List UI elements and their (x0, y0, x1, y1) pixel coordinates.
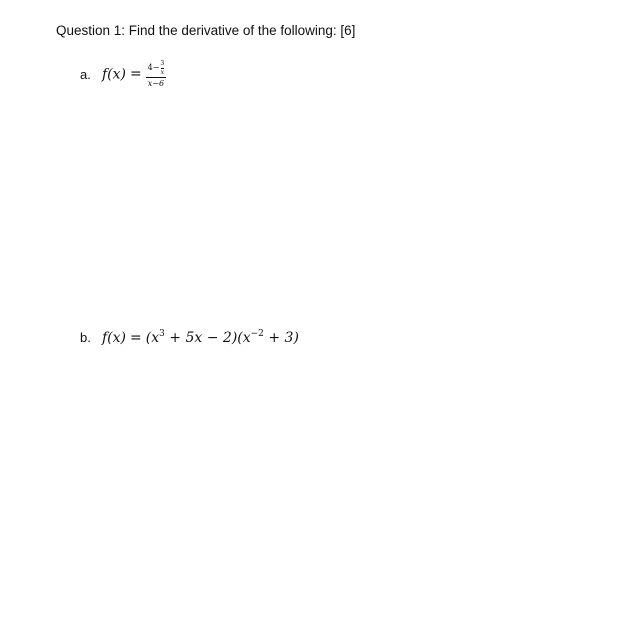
part-b-factor2-exponent: −2 (250, 328, 264, 339)
part-a-inner-numerator: 3 (160, 59, 165, 67)
part-b-lhs: f(x) (102, 329, 127, 346)
question-title: Question 1: Find the derivative of the following: [6] (56, 23, 356, 38)
part-a-numerator (147, 61, 166, 77)
part-a-inner-denominator: x (160, 68, 164, 76)
part-b-factor1-rest: + 5x − 2) (164, 329, 238, 346)
part-a-lhs: f(x) (102, 66, 127, 82)
part-a-denominator: x−6 (147, 78, 165, 88)
part-b-label: b. (80, 329, 91, 345)
part-a-fraction (146, 61, 166, 88)
part-a-equals: = (130, 66, 142, 82)
part-a-inner-fraction (160, 61, 164, 76)
part-b (80, 327, 299, 347)
part-a-label: a. (80, 66, 91, 82)
part-b-factor1-open: (x (145, 329, 160, 346)
part-b-factor2-open: (x (237, 329, 251, 346)
part-a-numerator-whole: 4 (147, 63, 153, 72)
part-b-equation (102, 329, 299, 346)
part-a (80, 55, 166, 93)
part-b-equals: = (130, 329, 142, 346)
part-a-numerator-minus: − (152, 63, 160, 72)
part-b-factor2-rest: + 3) (263, 329, 299, 346)
part-a-equation (102, 61, 166, 88)
part-b-factor1-exponent: 3 (159, 328, 165, 339)
